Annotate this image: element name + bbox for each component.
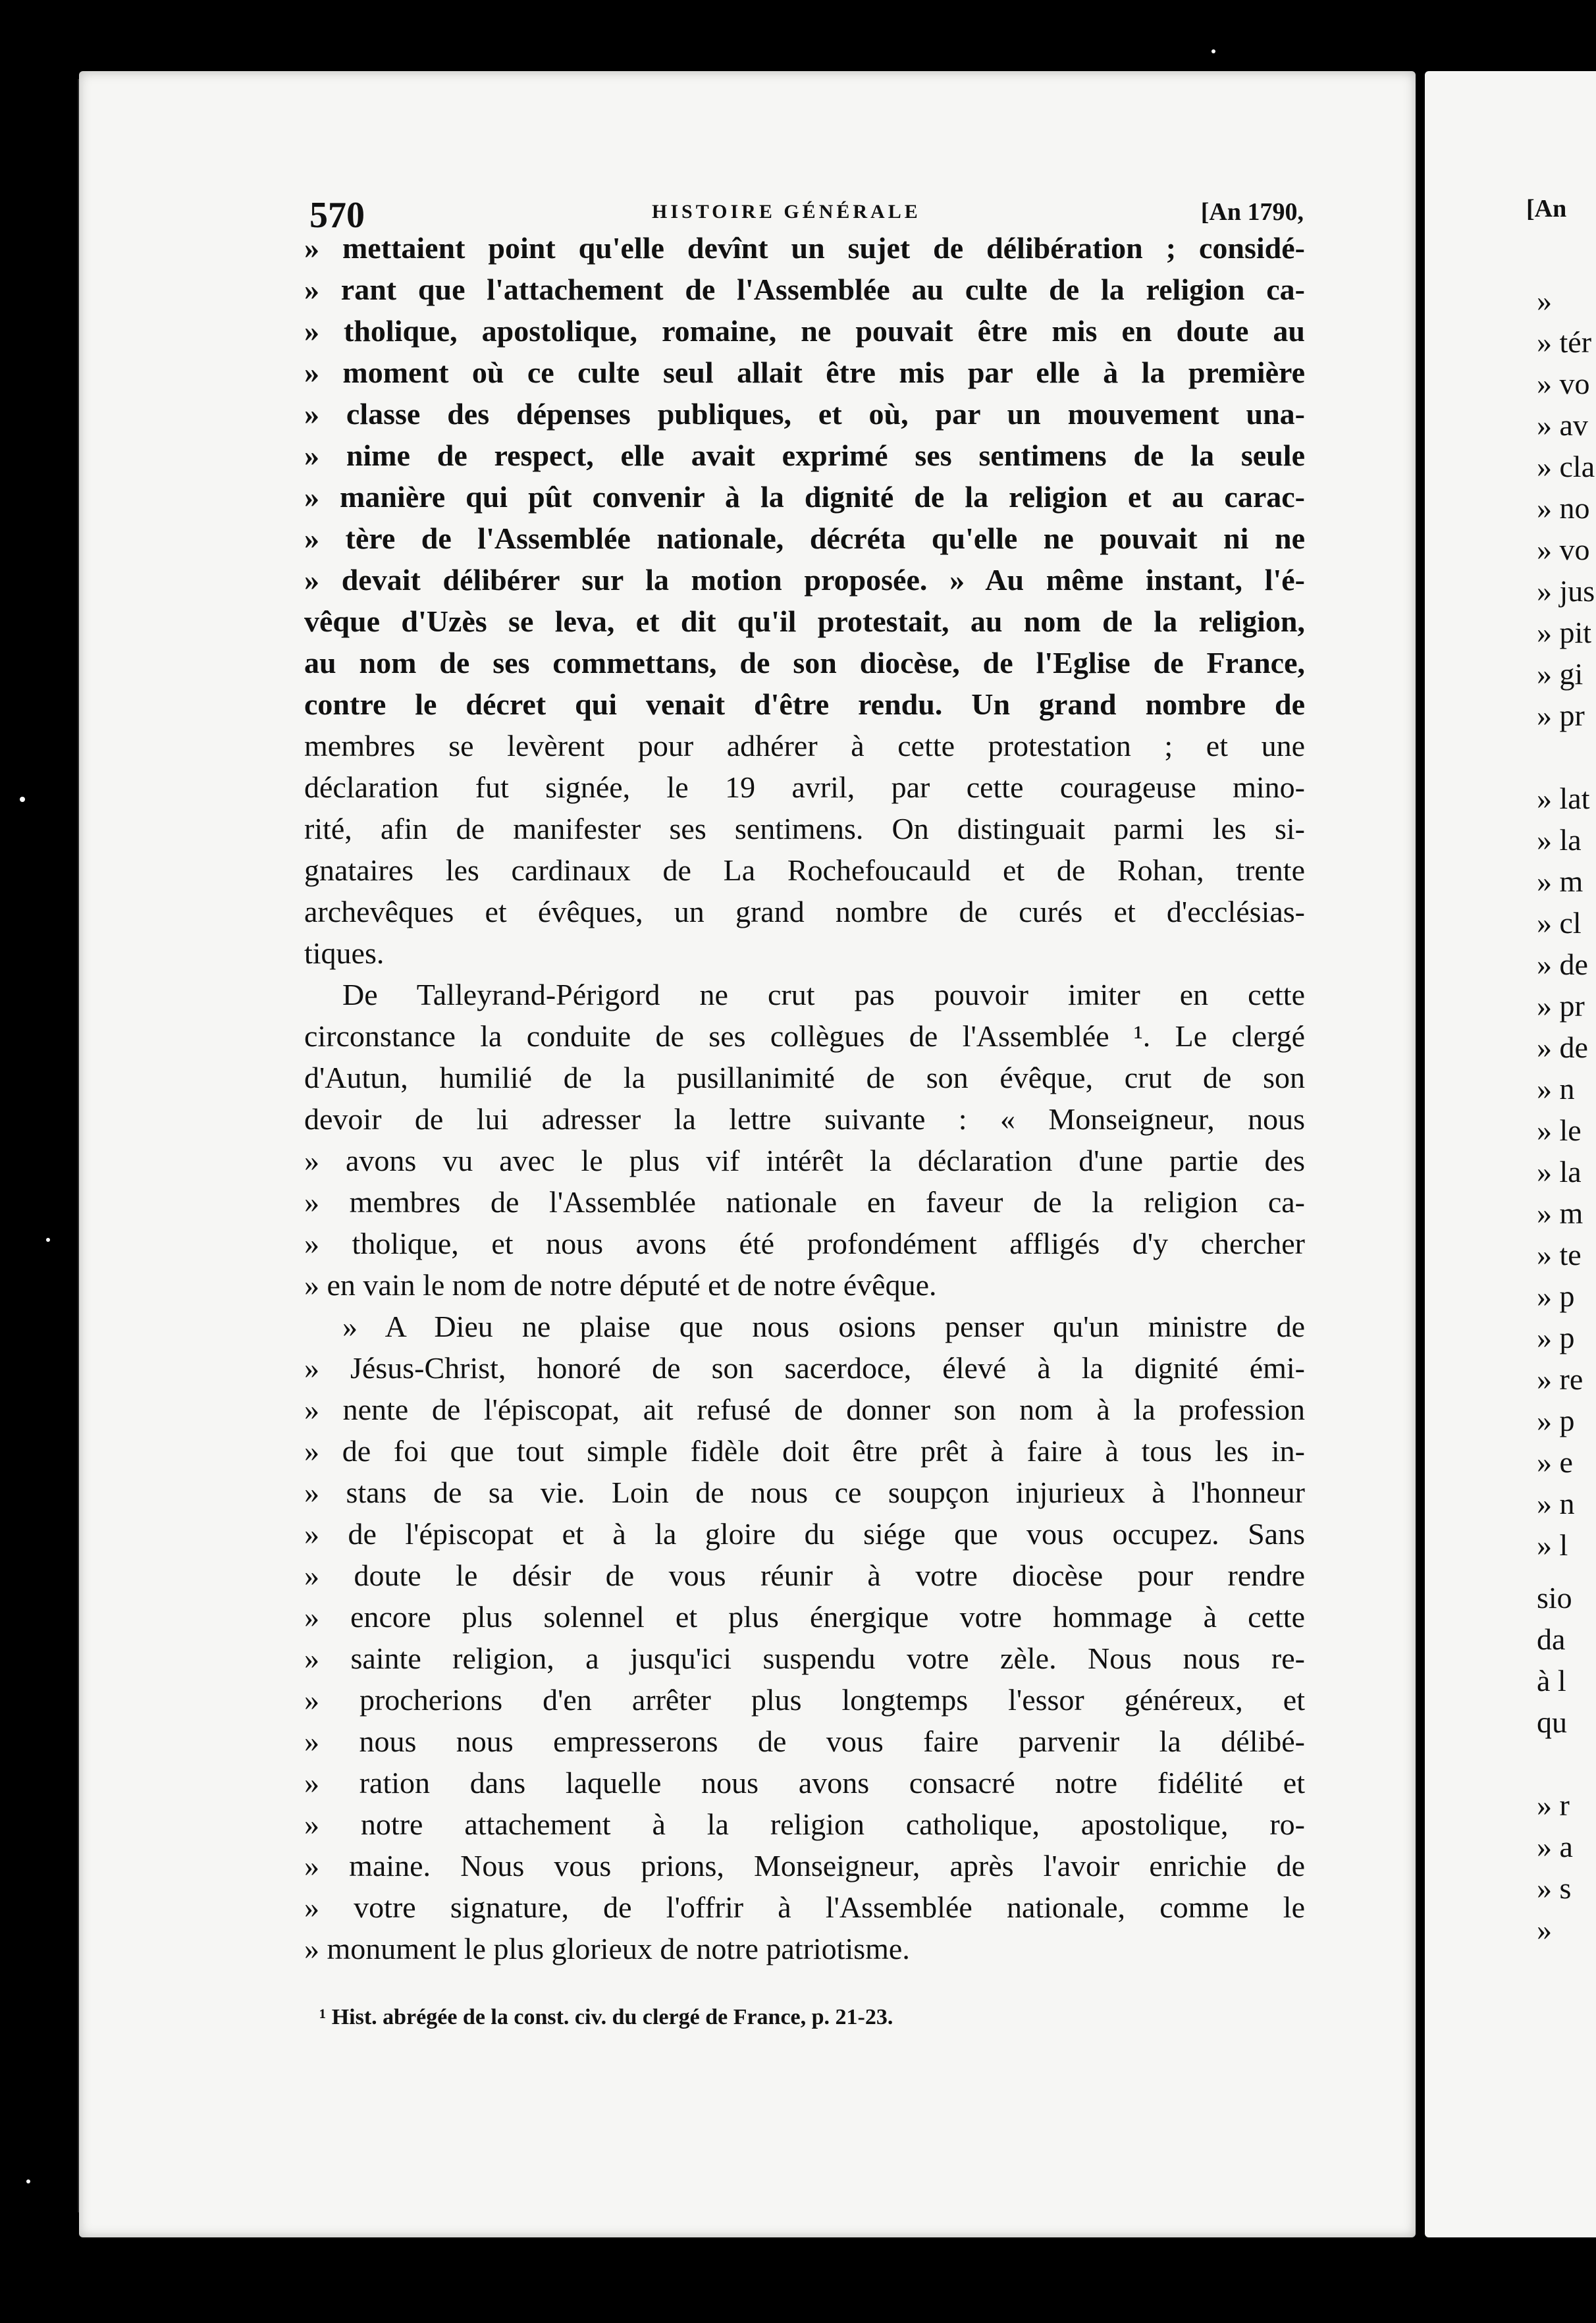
- right-page-line: » cla: [1537, 450, 1595, 483]
- right-page-line: » p: [1537, 1404, 1575, 1437]
- text-line: » manière qui pût convenir à la dignité de la religion et au carac-: [304, 480, 1305, 514]
- text-line: » ration dans laquelle nous avons consacré notre fidélité et: [304, 1766, 1305, 1800]
- text-line: De Talleyrand-Périgord ne crut pas pouvoir imiter en cette: [342, 978, 1305, 1011]
- right-page-line: » pit: [1537, 616, 1592, 649]
- right-page-lines-top: [1537, 280, 1595, 1566]
- right-page-line: à l: [1537, 1664, 1566, 1697]
- text-line: membres se levèrent pour adhérer à cette protestation ; et une: [304, 729, 1305, 762]
- right-page-line: qu: [1537, 1705, 1567, 1739]
- right-page-line: » n: [1537, 1072, 1575, 1106]
- scan-speck: [46, 1238, 50, 1242]
- text-line: gnataires les cardinaux de La Rochefoucauld et de Rohan, trente: [304, 853, 1305, 887]
- text-line: » classe des dépenses publiques, et où, par un mouvement una-: [304, 397, 1305, 431]
- right-page-line: » vo: [1537, 533, 1590, 566]
- right-page-line: » de: [1537, 1030, 1588, 1064]
- page-number: 570: [309, 195, 365, 236]
- text-line: » Jésus-Christ, honoré de son sacerdoce, élevé à la dignité émi-: [304, 1351, 1305, 1385]
- text-line: d'Autun, humilié de la pusillanimité de son évêque, crut de son: [304, 1061, 1305, 1094]
- scan-speck: [26, 2179, 30, 2183]
- text-line: » tholique, et nous avons été profondément affligés d'y chercher: [304, 1227, 1305, 1260]
- running-head: HISTOIRE GÉNÉRALE: [652, 201, 921, 223]
- text-line: contre le décret qui venait d'être rendu. Un grand nombre de: [304, 687, 1305, 721]
- text-line: » mettaient point qu'elle devînt un sujet de délibération ; considé-: [304, 231, 1305, 265]
- text-line: au nom de ses commettans, de son diocèse, de l'Eglise de France,: [304, 646, 1305, 680]
- text-line: » tholique, apostolique, romaine, ne pouvait être mis en doute au: [304, 314, 1305, 348]
- text-line: » doute le désir de vous réunir à votre diocèse pour rendre: [304, 1559, 1305, 1592]
- right-page-line: » jus: [1537, 574, 1595, 608]
- text-line: rité, afin de manifester ses sentimens. On distinguait parmi les si-: [304, 812, 1305, 845]
- text-line: » nime de respect, elle avait exprimé ses sentimens de la seule: [304, 439, 1305, 472]
- right-page-line: sio: [1537, 1581, 1572, 1615]
- text-line: » moment où ce culte seul allait être mis par elle à la première: [304, 356, 1305, 389]
- right-page-line: »: [1537, 1913, 1552, 1946]
- scan-speck: [1211, 49, 1215, 53]
- right-page-line: » p: [1537, 1279, 1575, 1313]
- right-page-line: » m: [1537, 1196, 1583, 1230]
- right-page-line: » pr: [1537, 989, 1585, 1023]
- right-page-line: » l: [1537, 1528, 1568, 1562]
- right-page-line: » pr: [1537, 699, 1585, 732]
- right-page-line: » re: [1537, 1362, 1583, 1396]
- text-line: » sainte religion, a jusqu'ici suspendu votre zèle. Nous nous re-: [304, 1642, 1305, 1675]
- right-page-line: » te: [1537, 1238, 1582, 1271]
- right-page-line: » r: [1537, 1788, 1570, 1822]
- text-line: » rant que l'attachement de l'Assemblée au culte de la religion ca-: [304, 273, 1305, 306]
- right-page-line: » av: [1537, 408, 1588, 442]
- right-page-line: » la: [1537, 823, 1582, 857]
- scan-speck: [20, 797, 25, 802]
- text-line: archevêques et évêques, un grand nombre de curés et d'ecclésias-: [304, 895, 1305, 928]
- text-line: » de foi que tout simple fidèle doit être prêt à faire à tous les in-: [304, 1434, 1305, 1468]
- text-line: » procherions d'en arrêter plus longtemps l'essor généreux, et: [304, 1683, 1305, 1717]
- right-page-line: » de: [1537, 948, 1588, 981]
- text-line: » encore plus solennel et plus énergique votre hommage à cette: [304, 1600, 1305, 1634]
- right-page-line: » la: [1537, 1155, 1582, 1188]
- right-page-line: » a: [1537, 1830, 1573, 1863]
- right-page-line: » gi: [1537, 657, 1583, 691]
- text-line: » nente de l'épiscopat, ait refusé de donner son nom à la profession: [304, 1393, 1305, 1426]
- text-line: » votre signature, de l'offrir à l'Assemblée nationale, comme le: [304, 1890, 1305, 1924]
- text-line: » devait délibérer sur la motion proposée. » Au même instant, l'é-: [304, 563, 1305, 597]
- text-line: » avons vu avec le plus vif intérêt la déclaration d'une partie des: [304, 1144, 1305, 1177]
- text-line: » de l'épiscopat et à la gloire du siége que vous occupez. Sans: [304, 1517, 1305, 1551]
- right-page-line: [1537, 736, 1595, 778]
- text-line: déclaration fut signée, le 19 avril, par cette courageuse mino-: [304, 770, 1305, 804]
- right-page-line: » lat: [1537, 782, 1590, 815]
- text-line: » tère de l'Assemblée nationale, décréta qu'elle ne pouvait ni ne: [304, 521, 1305, 555]
- right-page-line: » le: [1537, 1113, 1582, 1147]
- text-line: » maine. Nous vous prions, Monseigneur, après l'avoir enrichie de: [304, 1849, 1305, 1882]
- text-line: » membres de l'Assemblée nationale en faveur de la religion ca-: [304, 1185, 1305, 1219]
- right-page-line: » p: [1537, 1321, 1575, 1354]
- text-line: » notre attachement à la religion catholique, apostolique, ro-: [304, 1807, 1305, 1841]
- footnote: ¹ Hist. abrégée de la const. civ. du clergé de France, p. 21-23.: [319, 2005, 893, 2029]
- right-page-line: » e: [1537, 1445, 1573, 1479]
- right-page-line: » n: [1537, 1487, 1575, 1520]
- text-line: » nous nous empresserons de vous faire parvenir la délibé-: [304, 1724, 1305, 1758]
- text-line: » monument le plus glorieux de notre patriotisme.: [304, 1932, 910, 1965]
- text-line: tiques.: [304, 936, 385, 970]
- right-page-line: » s: [1537, 1871, 1572, 1905]
- right-page-lines-bottom: [1537, 1577, 1573, 1950]
- right-page-line: »: [1537, 284, 1552, 317]
- text-line: » A Dieu ne plaise que nous osions penser qu'un ministre de: [342, 1310, 1305, 1343]
- right-page-line: » no: [1537, 491, 1590, 525]
- page-header: [309, 194, 1304, 236]
- right-page-line: da: [1537, 1622, 1566, 1656]
- right-page-line: » vo: [1537, 367, 1590, 400]
- right-page-line: » tér: [1537, 325, 1592, 359]
- text-line: devoir de lui adresser la lettre suivante : « Monseigneur, nous: [304, 1102, 1305, 1136]
- right-page-header: [An: [1526, 195, 1567, 223]
- text-line: » en vain le nom de notre député et de notre évêque.: [304, 1268, 937, 1302]
- text-line: » stans de sa vie. Loin de nous ce soupçon injurieux à l'honneur: [304, 1476, 1305, 1509]
- right-page-line: [1537, 1743, 1573, 1784]
- body-text: [304, 227, 1305, 1969]
- text-line: circonstance la conduite de ses collègues de l'Assemblée ¹. Le clergé: [304, 1019, 1305, 1053]
- year-marker: [An 1790,: [1200, 198, 1304, 226]
- right-page-line: » cl: [1537, 906, 1582, 940]
- text-line: vêque d'Uzès se leva, et dit qu'il protestait, au nom de la religion,: [304, 604, 1305, 638]
- right-page-line: » m: [1537, 865, 1583, 898]
